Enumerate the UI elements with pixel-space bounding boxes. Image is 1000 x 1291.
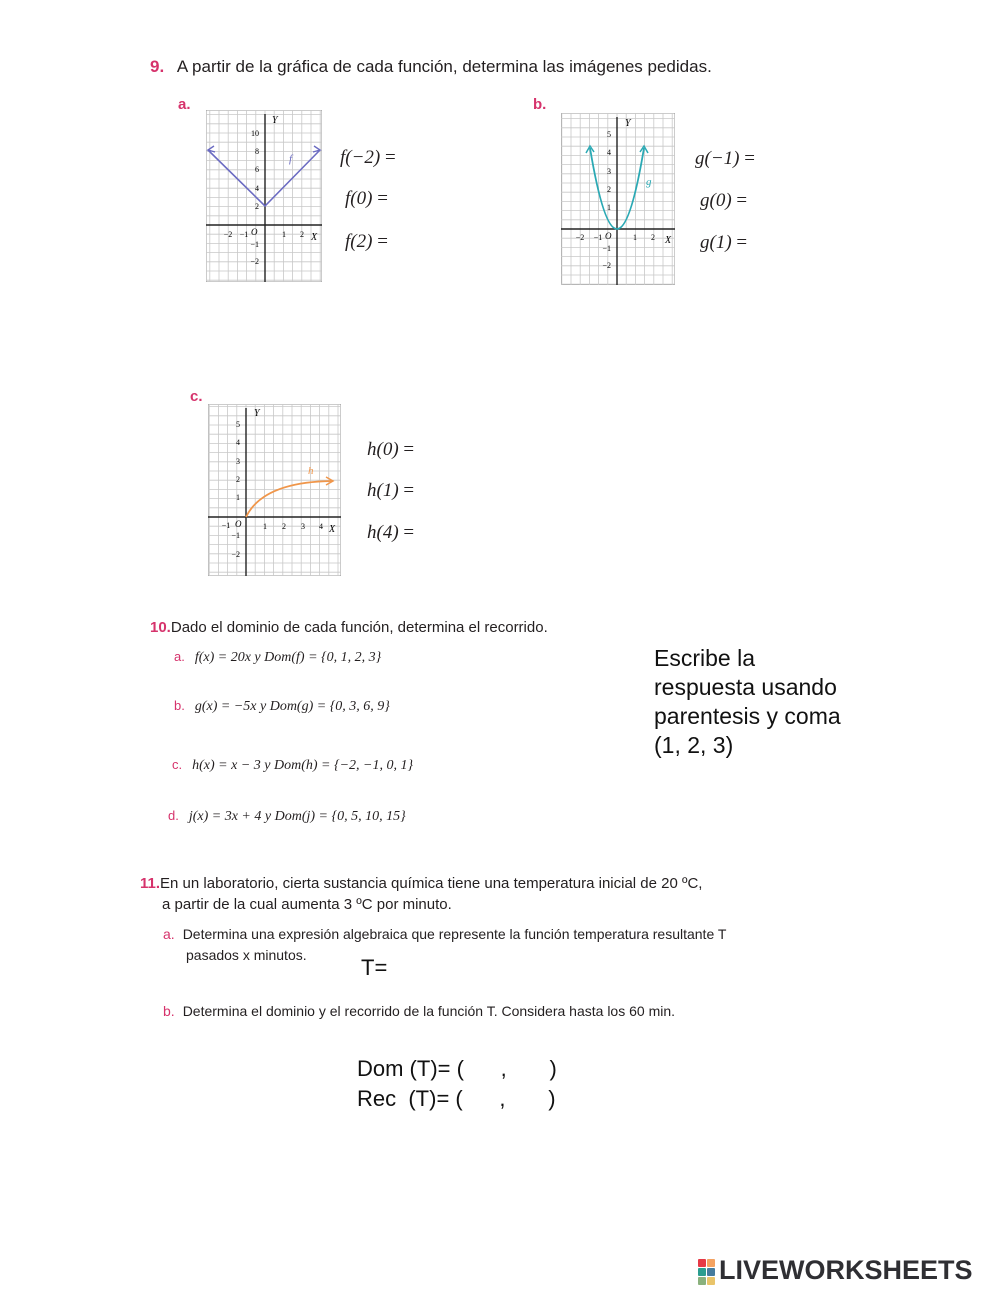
q9a-label: a. xyxy=(178,96,191,113)
graph-f-frame xyxy=(206,110,322,282)
graph-h-label: h xyxy=(308,465,314,477)
liveworksheets-icon xyxy=(698,1259,715,1285)
rec-answer-field[interactable]: Rec (T)= ( , ) xyxy=(357,1086,556,1111)
q9b-question-3: g(1) = xyxy=(700,232,748,253)
graph-f-xtick: 1 xyxy=(282,230,286,239)
q10-item-b: b. g(x) = −5x y Dom(g) = {0, 3, 6, 9} xyxy=(174,698,390,714)
graph-h-origin: O xyxy=(235,519,242,529)
q10-instruction-note xyxy=(654,644,841,760)
graph-h-ytick: 2 xyxy=(236,475,240,484)
q9-number: 9. xyxy=(150,57,165,76)
graph-h-xtick: −1 xyxy=(221,521,231,530)
q9a-question-2: f(0) = xyxy=(345,188,388,209)
graph-f-ytick: 4 xyxy=(255,184,259,193)
graph-h-ytick: −1 xyxy=(231,531,240,540)
q11a-label: a. xyxy=(163,926,175,942)
graph-f-ytick: −1 xyxy=(250,240,259,249)
q11-title xyxy=(140,875,702,892)
graph-g-ytick: 3 xyxy=(607,167,611,176)
graph-f-ytick: 2 xyxy=(255,202,259,211)
q10-number: 10. xyxy=(150,619,171,636)
graph-f-ytick: −2 xyxy=(250,257,259,266)
graph-f-xtick: −1 xyxy=(239,230,249,239)
graph-h-xtick: 2 xyxy=(282,522,286,531)
q9c-label: c. xyxy=(190,388,203,405)
q11b xyxy=(163,1003,675,1019)
graph-g-ytick: 1 xyxy=(607,203,611,212)
q9c-question-2: h(1) = xyxy=(367,480,415,501)
graph-f-ytick: 10 xyxy=(251,129,259,138)
q9c-question-1: h(0) = xyxy=(367,439,415,460)
graph-g-xtick: 1 xyxy=(633,233,637,242)
graph-g-ytick: −2 xyxy=(602,261,611,270)
q10-item-c: c. h(x) = x − 3 y Dom(h) = {−2, −1, 0, 1} xyxy=(172,757,414,773)
graph-g-ytick: 2 xyxy=(607,185,611,194)
graph-g-xtick: 2 xyxy=(651,233,655,242)
graph-g-ytick: 5 xyxy=(607,130,611,139)
graph-h xyxy=(208,404,341,576)
q9-title xyxy=(150,57,712,77)
graph-h-xtick: 4 xyxy=(319,522,323,531)
graph-h-ytick: −2 xyxy=(231,550,240,559)
graph-h-ytick: 3 xyxy=(236,457,240,466)
q11b-label: b. xyxy=(163,1003,175,1019)
graph-g-y-label: Y xyxy=(625,118,631,129)
graph-g-origin: O xyxy=(605,231,612,241)
graph-f-ytick: 6 xyxy=(255,165,259,174)
graph-g-x-label: X xyxy=(665,235,672,246)
liveworksheets-logo xyxy=(698,1255,973,1286)
q10-item-d: d. j(x) = 3x + 4 y Dom(j) = {0, 5, 10, 15} xyxy=(168,808,406,824)
q11a xyxy=(163,926,726,942)
graph-f-label: f xyxy=(289,153,293,165)
q10-item-a: a. f(x) = 20x y Dom(f) = {0, 1, 2, 3} xyxy=(174,649,382,665)
q10-title xyxy=(150,619,548,636)
graph-g-xtick: −1 xyxy=(593,233,603,242)
graph-f-ytick: 8 xyxy=(255,147,259,156)
brand-text: LIVEWORKSHEETS xyxy=(719,1255,973,1285)
graph-f-y-label: Y xyxy=(272,115,278,126)
graph-h-xtick: 1 xyxy=(263,522,267,531)
note-line: (1, 2, 3) xyxy=(654,732,734,758)
q11a-line2: pasados x minutos. xyxy=(186,947,307,963)
graph-h-ytick: 5 xyxy=(236,420,240,429)
t-answer-field[interactable]: T= xyxy=(361,955,388,980)
graph-f-origin: O xyxy=(251,227,258,237)
q11b-text: Determina el dominio y el recorrido de la función T. Considera hasta los 60 min. xyxy=(182,1003,676,1019)
note-line: Escribe la xyxy=(654,645,755,671)
graph-g-ytick: −1 xyxy=(602,244,611,253)
graph-f-xtick: 2 xyxy=(300,230,304,239)
dom-answer-field[interactable]: Dom (T)= ( , ) xyxy=(357,1056,557,1081)
graph-f-xtick: −2 xyxy=(223,230,233,239)
graph-g xyxy=(561,113,675,285)
q11-number: 11. xyxy=(140,875,161,892)
graph-g-xtick: −2 xyxy=(575,233,585,242)
graph-f-x-label: X xyxy=(311,232,318,243)
q9b-question-1: g(−1) = xyxy=(695,148,755,169)
q11-title-line2: a partir de la cual aumenta 3 ºC por minuto. xyxy=(162,896,452,913)
graph-g-frame xyxy=(561,113,675,285)
q9-title-text: A partir de la gráfica de cada función, determina las imágenes pedidas. xyxy=(176,57,712,76)
graph-h-xtick: 3 xyxy=(301,522,305,531)
graph-h-ytick: 1 xyxy=(236,493,240,502)
q9c-question-3: h(4) = xyxy=(367,522,415,543)
q9a-question-1: f(−2) = xyxy=(340,147,396,168)
graph-h-y-label: Y xyxy=(254,408,260,419)
q9a-question-3: f(2) = xyxy=(345,231,388,252)
graph-g-label: g xyxy=(646,176,652,188)
q10-title-text: Dado el dominio de cada función, determina el recorrido. xyxy=(170,619,548,636)
graph-g-ytick: 4 xyxy=(607,148,611,157)
note-line: respuesta usando xyxy=(654,674,837,700)
graph-h-ytick: 4 xyxy=(236,438,240,447)
note-line: parentesis y coma xyxy=(654,703,841,729)
q11a-line1: Determina una expresión algebraica que represente la función temperatura resultante T xyxy=(182,926,727,942)
graph-h-x-label: X xyxy=(329,524,336,535)
q9b-question-2: g(0) = xyxy=(700,190,748,211)
graph-f xyxy=(206,110,322,282)
q9b-label: b. xyxy=(533,96,547,113)
q11-title-line1: En un laboratorio, cierta sustancia química tiene una temperatura inicial de 20 ºC, xyxy=(160,875,703,892)
